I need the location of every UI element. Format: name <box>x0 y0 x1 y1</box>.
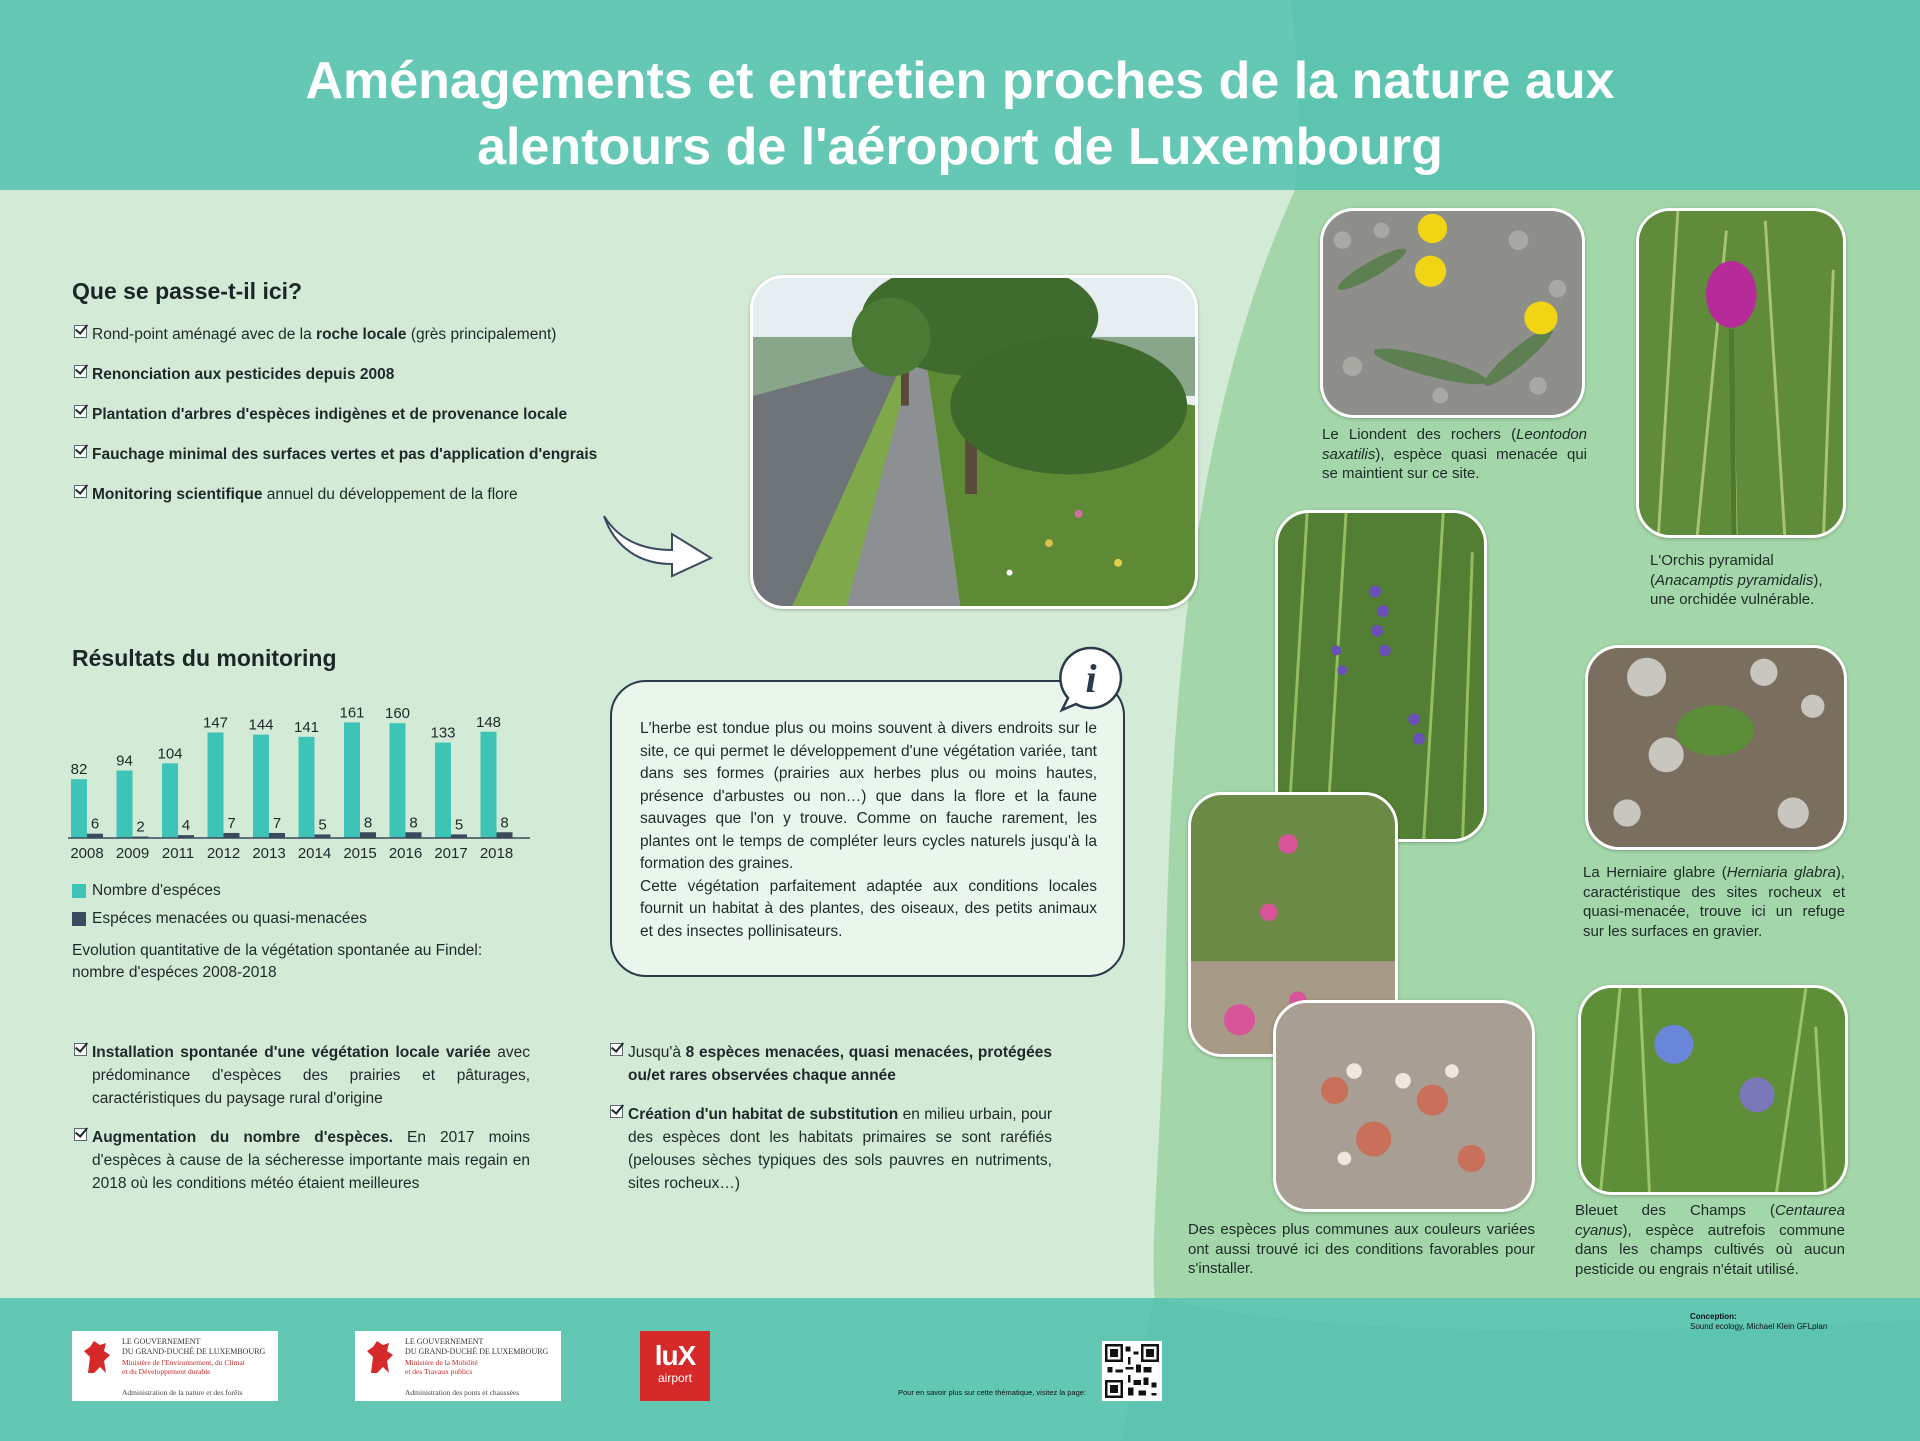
bar-threatened <box>360 832 376 838</box>
bar-species <box>299 737 315 838</box>
x-tick-label: 2017 <box>434 845 468 862</box>
data-label-threatened: 8 <box>409 814 418 832</box>
photo-sedum <box>1273 1000 1535 1212</box>
data-label-threatened: 7 <box>227 814 236 832</box>
caption-liondent: Le Liondent des rochers (Leontodon saxatilis), espèce quasi menacée qui se maintient sur ce site. <box>1322 426 1587 482</box>
checkbox-icon <box>74 1128 87 1141</box>
bar-threatened <box>224 833 240 838</box>
info-paragraph-1: L'herbe est tondue plus ou moins souvent à divers endroits sur le site, ce qui permet le développement d'une végétation variée, tant dans ses formes (prairies aux herbes plus ou moins hautes, présence d'arbustes ou non…) que dans la flore et la faune sauvages que l'on y trouve. Comme on fauche rarement, les plantes ont le temps de compléter leurs cycles naturels jusqu'à la formation des graines. <box>640 720 1097 872</box>
qr-code-icon <box>1105 1344 1159 1398</box>
data-label-threatened: 7 <box>272 814 282 832</box>
bar-species <box>253 735 269 838</box>
bar-species <box>117 771 133 838</box>
data-label-species: 82 <box>70 761 88 779</box>
lion-icon <box>80 1337 114 1377</box>
data-label-species: 147 <box>202 714 229 732</box>
list-item: Installation spontanée d'une végétation locale variée avec prédominance d'espèces des prairies et pâturages, caractéristiques du paysage rural d'origine <box>74 1041 530 1110</box>
monitoring-heading: Résultats du monitoring <box>72 645 337 671</box>
legend-species: Nombre d'espéces <box>72 882 221 900</box>
info-paragraph-2: Cette végétation parfaitement adaptée aux conditions locales fournit un habitat à des plantes, des oiseaux, des petits animaux et des insectes pollinisateurs. <box>640 877 1097 940</box>
x-tick-label: 2018 <box>479 845 514 862</box>
results-left-list <box>74 1041 530 1195</box>
data-label-threatened: 8 <box>500 814 509 832</box>
gov-logo-mobility: LE GOUVERNEMENT DU GRAND-DUCHÉ DE LUXEMBOURG Ministère de la Mobilité et des Travaux publics Administration des ponts et chaussées <box>355 1331 561 1401</box>
bar-species <box>162 763 178 838</box>
results-right-list <box>610 1041 1052 1195</box>
photo-orchis <box>1636 208 1846 538</box>
poster-title <box>0 48 1920 180</box>
caption-bleuet: Bleuet des Champs (Centaurea cyanus), espèce autrefois commune dans les champs cultivés où aucun pesticide ou engrais n'était utilisé. <box>1575 1202 1845 1278</box>
list-item: Monitoring scientifique annuel du développement de la flore <box>74 483 634 506</box>
bar-threatened <box>497 832 513 838</box>
legend-swatch-species <box>72 884 86 898</box>
info-box <box>610 680 1125 977</box>
x-tick-label: 2013 <box>252 845 286 862</box>
checkbox-icon <box>74 485 87 498</box>
arrow-right-icon <box>600 512 715 578</box>
bar-species <box>71 779 87 838</box>
bar-species <box>435 743 451 838</box>
checkbox-icon <box>610 1105 623 1118</box>
bar-species <box>344 722 360 838</box>
data-label-species: 133 <box>430 724 456 742</box>
list-item: Rond-point aménagé avec de la roche locale (grès principalement) <box>74 323 634 346</box>
checkbox-icon <box>74 445 87 458</box>
bar-threatened <box>269 833 285 838</box>
photo-liondent <box>1320 208 1585 418</box>
checkbox-icon <box>610 1043 623 1056</box>
x-tick-label: 2008 <box>70 845 104 862</box>
data-label-species: 144 <box>248 716 274 734</box>
data-label-species: 141 <box>293 718 320 736</box>
monitoring-bar-chart <box>68 692 538 872</box>
checkbox-icon <box>74 1043 87 1056</box>
checkbox-icon <box>74 365 87 378</box>
bar-threatened <box>406 832 422 838</box>
lion-icon <box>363 1337 397 1377</box>
photo-roadside-verge <box>750 275 1198 609</box>
data-label-species: 104 <box>157 745 183 763</box>
title-line-1: Aménagements et entretien proches de la nature aux <box>305 52 1615 110</box>
x-tick-label: 2009 <box>115 845 150 862</box>
qr-caption: Pour en savoir plus sur cette thématique, visitez la page: <box>898 1388 1087 1397</box>
info-icon-letter: i <box>1085 656 1097 701</box>
data-label-threatened: 4 <box>181 817 191 835</box>
caption-communes: Des espèces plus communes aux couleurs variées ont aussi trouvé ici des conditions favorables pour s'installer. <box>1188 1221 1535 1277</box>
data-label-species: 148 <box>475 713 502 731</box>
data-label-threatened: 2 <box>136 818 145 836</box>
legend-threatened: Espéces menacées ou quasi-menacées <box>72 910 367 928</box>
list-item: Plantation d'arbres d'espèces indigènes et de provenance locale <box>74 403 634 426</box>
list-item: Augmentation du nombre d'espèces. En 2017 moins d'espèces à cause de la sécheresse importante mais regain en 2018 où les conditions météo étaient meilleures <box>74 1126 530 1195</box>
lux-airport-logo: luX airport <box>640 1331 710 1401</box>
intro-heading: Que se passe-t-il ici? <box>72 278 303 304</box>
bar-species <box>208 733 224 838</box>
x-tick-label: 2012 <box>206 845 241 862</box>
x-tick-label: 2015 <box>343 845 377 862</box>
legend-swatch-threatened <box>72 912 86 926</box>
photo-herniaire <box>1585 645 1847 850</box>
caption-orchis: L'Orchis pyramidal (Anacamptis pyramidalis), une orchidée vulnérable. <box>1650 552 1823 608</box>
bar-species <box>390 723 406 838</box>
x-tick-label: 2014 <box>297 845 332 862</box>
data-label-species: 160 <box>384 705 411 723</box>
data-label-species: 161 <box>339 704 365 722</box>
gov-logo-environment: LE GOUVERNEMENT DU GRAND-DUCHÉ DE LUXEMBOURG Ministère de l'Environnement, du Climat et du Développement durable Administration de la nature et des forêts <box>72 1331 278 1401</box>
data-label-threatened: 8 <box>363 814 373 832</box>
qr-code[interactable] <box>1102 1341 1162 1401</box>
list-item: Fauchage minimal des surfaces vertes et pas d'application d'engrais <box>74 443 634 466</box>
conception-credit: Conception: Sound ecology, Michael Klein GFLplan <box>1690 1312 1828 1331</box>
info-icon <box>1056 644 1126 714</box>
x-tick-label: 2011 <box>161 845 195 862</box>
list-item: Renonciation aux pesticides depuis 2008 <box>74 363 634 386</box>
data-label-threatened: 5 <box>454 816 464 834</box>
list-item: Jusqu'à 8 espèces menacées, quasi menacées, protégées ou/et rares observées chaque année <box>610 1041 1052 1087</box>
photo-bleuet <box>1578 985 1848 1195</box>
checkbox-icon <box>74 405 87 418</box>
title-line-2: alentours de l'aéroport de Luxembourg <box>477 118 1443 176</box>
intro-checklist <box>74 323 634 506</box>
data-label-threatened: 6 <box>90 815 100 833</box>
list-item: Création d'un habitat de substitution en milieu urbain, pour des espèces dont les habitats primaires se sont raréfiés (pelouses sèches typiques des sols pauvres en nutriments, sites rocheux…) <box>610 1103 1052 1195</box>
x-tick-label: 2016 <box>388 845 423 862</box>
chart-note: Evolution quantitative de la végétation spontanée au Findel: nombre d'espéces 2008-2018 <box>72 942 483 981</box>
bar-species <box>481 732 497 838</box>
caption-herniaire: La Herniaire glabre (Herniaria glabra), caractéristique des sites rocheux et quasi-menacée, trouve ici un refuge sur les surfaces en gravier. <box>1583 864 1845 940</box>
checkbox-icon <box>74 325 87 338</box>
data-label-threatened: 5 <box>318 816 327 834</box>
data-label-species: 94 <box>116 752 133 770</box>
